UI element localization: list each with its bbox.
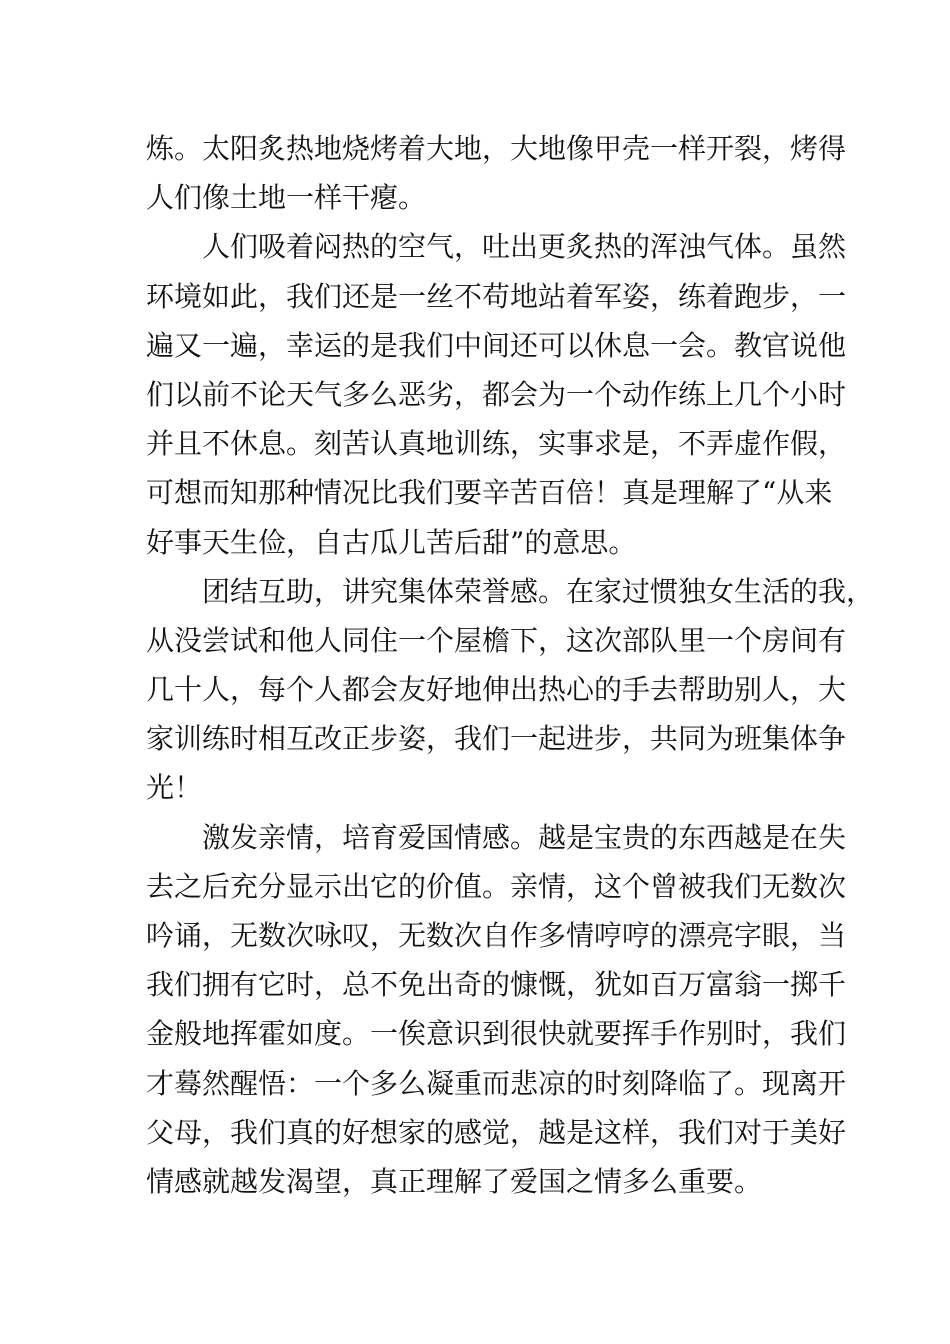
paragraph-start-line: 团结互助，讲究集体荣誉感。在家过惯独女生活的我， bbox=[202, 574, 875, 608]
text-line: 情感就越发渴望，真正理解了爱国之情多么重要。 bbox=[146, 1164, 763, 1198]
text-line: 好事天生俭，自古瓜儿苦后甜”的意思。 bbox=[146, 525, 637, 559]
text-line: 吟诵，无数次咏叹，无数次自作多情哼哼的漂亮字眼，当 bbox=[146, 919, 847, 952]
text-line: 可想而知那种情况比我们要辛苦百倍！真是理解了“从来 bbox=[146, 476, 833, 510]
text-line: 从没尝试和他人同住一个屋檐下，这次部队里一个房间有 bbox=[146, 623, 847, 657]
text-line: 父母，我们真的好想家的感觉，越是这样，我们对于美好 bbox=[146, 1115, 847, 1149]
body-text bbox=[146, 124, 875, 1206]
paragraph-start-line: 激发亲情，培育爱国情感。越是宝贵的东西越是在失 bbox=[202, 820, 847, 854]
text-line: 我们拥有它时，总不免出奇的慷慨，犹如百万富翁一掷千 bbox=[146, 968, 847, 1002]
text-line: 炼。太阳炙热地烧烤着大地，大地像甲壳一样开裂，烤得 bbox=[146, 132, 847, 165]
text-line: 几十人，每个人都会友好地伸出热心的手去帮助别人，大 bbox=[146, 673, 847, 707]
text-line: 们以前不论天气多么恶劣，都会为一个动作练上几个小时 bbox=[146, 377, 847, 411]
text-line: 去之后充分显示出它的价值。亲情，这个曾被我们无数次 bbox=[146, 869, 847, 903]
paragraph-start-line: 人们吸着闷热的空气，吐出更炙热的浑浊气体。虽然 bbox=[202, 230, 847, 264]
text-line: 金般地挥霍如度。一俟意识到很快就要挥手作别时，我们 bbox=[146, 1017, 847, 1051]
text-line: 并且不休息。刻苦认真地训练，实事求是，不弄虚作假， bbox=[146, 427, 847, 461]
text-line: 环境如此，我们还是一丝不苟地站着军姿，练着跑步，一 bbox=[146, 279, 847, 313]
text-line: 才蓦然醒悟：一个多么凝重而悲凉的时刻降临了。现离开 bbox=[146, 1066, 847, 1100]
text-line: 遍又一遍，幸运的是我们中间还可以休息一会。教官说他 bbox=[146, 328, 847, 362]
text-line: 人们像土地一样干瘪。 bbox=[146, 181, 427, 215]
text-line: 家训练时相互改正步姿，我们一起进步，共同为班集体争 bbox=[146, 722, 847, 756]
text-line: 光！ bbox=[146, 771, 203, 805]
